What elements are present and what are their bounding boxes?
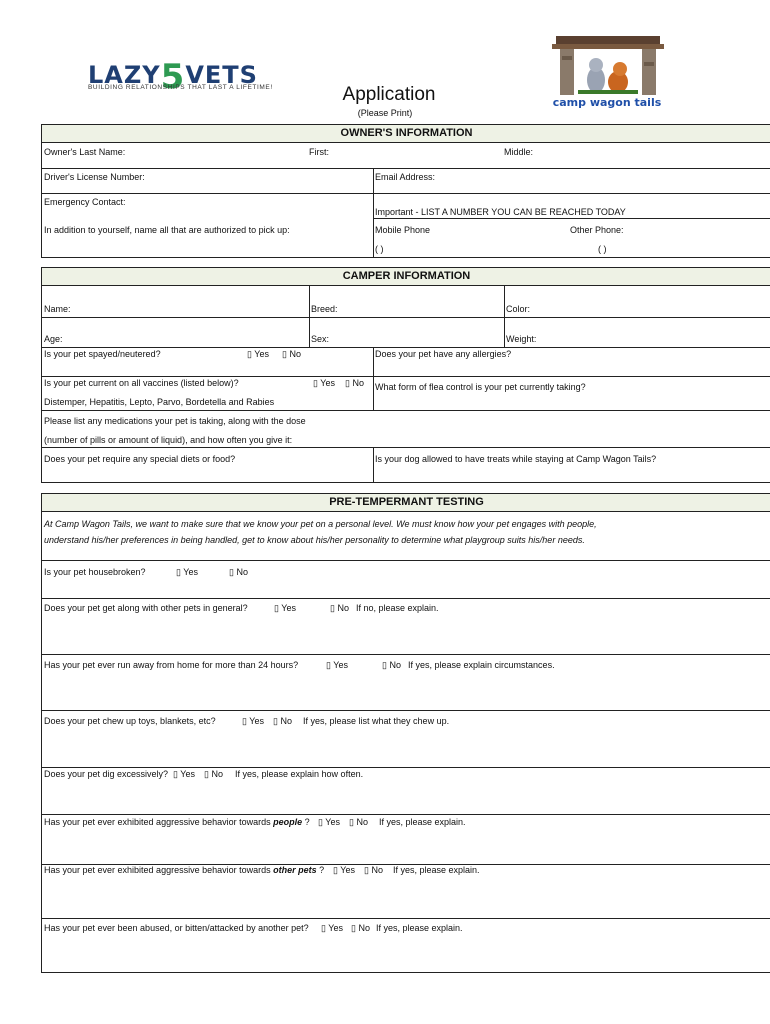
svg-text:camp wagon tails: camp wagon tails (552, 96, 662, 109)
emergency-contact-label: Emergency Contact: (44, 197, 126, 207)
aggression-pets-question: Has your pet ever exhibited aggressive behavior towards other pets ? (44, 865, 325, 875)
testing-section (41, 493, 770, 973)
color-label: Color: (506, 304, 531, 314)
medications-question-line1: Please list any medications your pet is taking, along with the dose (44, 416, 306, 426)
runaway-note: If yes, please explain circumstances. (408, 660, 555, 670)
gets-along-note: If no, please explain. (356, 603, 439, 613)
camper-section (41, 267, 770, 483)
owner-section (41, 124, 770, 258)
page-title: Application (342, 84, 436, 105)
abused-no-checkbox[interactable]: ▯ No (351, 923, 370, 933)
gets-along-question: Does your pet get along with other pets in general? (44, 603, 248, 613)
pet-name-label: Name: (44, 304, 71, 314)
abused-yes-checkbox[interactable]: ▯ Yes (321, 923, 343, 933)
abused-question: Has your pet ever been abused, or bitten/attacked by another pet? (44, 923, 309, 933)
owner-heading: OWNER'S INFORMATION (42, 125, 770, 143)
spayed-yes-checkbox[interactable]: ▯ Yes (247, 349, 269, 359)
aggression-pets-yes-checkbox[interactable]: ▯ Yes (333, 865, 355, 875)
email-label: Email Address: (375, 172, 436, 182)
gets-along-yes-checkbox[interactable]: ▯ Yes (274, 603, 296, 613)
gets-along-no-checkbox[interactable]: ▯ No (330, 603, 349, 613)
aggression-pets-note: If yes, please explain. (393, 865, 480, 875)
lazy5vets-logo: LAZY5VETS BUILDING RELATIONSHIPS THAT LAST A LIFETIME! (88, 57, 273, 97)
testing-intro-line1: At Camp Wagon Tails, we want to make sure that we know your pet on a personal level. We must know how your pet engages with people, (44, 519, 597, 529)
flea-control-question: What form of flea control is your pet currently taking? (375, 382, 586, 392)
testing-intro-line2: understand his/her preferences in being handled, get to know about his/her personality to determine what playgroup suits his/her needs. (44, 535, 585, 545)
special-diet-question: Does your pet require any special diets or food? (44, 454, 236, 464)
chew-yes-checkbox[interactable]: ▯ Yes (242, 716, 264, 726)
owner-middle-name-label: Middle: (504, 147, 534, 157)
chew-no-checkbox[interactable]: ▯ No (273, 716, 292, 726)
runaway-no-checkbox[interactable]: ▯ No (382, 660, 401, 670)
vaccines-no-checkbox[interactable]: ▯ No (345, 378, 364, 388)
aggression-people-note: If yes, please explain. (379, 817, 466, 827)
owner-last-name-label: Owner's Last Name: (44, 147, 126, 157)
aggression-people-no-checkbox[interactable]: ▯ No (349, 817, 368, 827)
testing-heading: PRE-TEMPERMANT TESTING (42, 494, 770, 512)
aggression-people-question: Has your pet ever exhibited aggressive behavior towards people ? (44, 817, 310, 827)
housebroken-question: Is your pet housebroken? (44, 567, 146, 577)
runaway-yes-checkbox[interactable]: ▯ Yes (326, 660, 348, 670)
age-label: Age: (44, 334, 63, 344)
medications-question-line2: (number of pills or amount of liquid), and how often you give it: (44, 435, 293, 445)
allergies-question: Does your pet have any allergies? (375, 349, 512, 359)
camp-wagon-tails-logo (538, 32, 676, 112)
breed-label: Breed: (311, 304, 338, 314)
housebroken-no-checkbox[interactable]: ▯ No (229, 567, 248, 577)
runaway-question: Has your pet ever run away from home for more than 24 hours? (44, 660, 299, 670)
camper-heading: CAMPER INFORMATION (42, 268, 770, 286)
other-area-code: ( ) (598, 244, 607, 254)
authorized-pickup-label: In addition to yourself, name all that are authorized to pick up: (44, 225, 290, 235)
spayed-no-checkbox[interactable]: ▯ No (282, 349, 301, 359)
dig-yes-checkbox[interactable]: ▯ Yes (173, 769, 195, 779)
important-note: Important - LIST A NUMBER YOU CAN BE REACHED TODAY (375, 207, 626, 217)
dig-no-checkbox[interactable]: ▯ No (204, 769, 223, 779)
vaccines-question: Is your pet current on all vaccines (listed below)? (44, 378, 239, 388)
page-subtitle: (Please Print) (357, 108, 413, 118)
sex-label: Sex: (311, 334, 330, 344)
aggression-pets-no-checkbox[interactable]: ▯ No (364, 865, 383, 875)
mobile-phone-label: Mobile Phone (375, 225, 431, 235)
owner-first-name-label: First: (309, 147, 329, 157)
treats-question: Is your dog allowed to have treats while staying at Camp Wagon Tails? (375, 454, 657, 464)
mobile-area-code: ( ) (375, 244, 384, 254)
dig-note: If yes, please explain how often. (235, 769, 364, 779)
housebroken-yes-checkbox[interactable]: ▯ Yes (176, 567, 198, 577)
chew-question: Does your pet chew up toys, blankets, etc? (44, 716, 216, 726)
license-label: Driver's License Number: (44, 172, 145, 182)
aggression-people-yes-checkbox[interactable]: ▯ Yes (318, 817, 340, 827)
weight-label: Weight: (506, 334, 537, 344)
vaccines-yes-checkbox[interactable]: ▯ Yes (313, 378, 335, 388)
other-phone-label: Other Phone: (570, 225, 624, 235)
spayed-question: Is your pet spayed/neutered? (44, 349, 161, 359)
abused-note: If yes, please explain. (376, 923, 463, 933)
vaccine-list: Distemper, Hepatitis, Lepto, Parvo, Bordetella and Rabies (44, 397, 275, 407)
dig-question: Does your pet dig excessively? (44, 769, 169, 779)
chew-note: If yes, please list what they chew up. (303, 716, 450, 726)
